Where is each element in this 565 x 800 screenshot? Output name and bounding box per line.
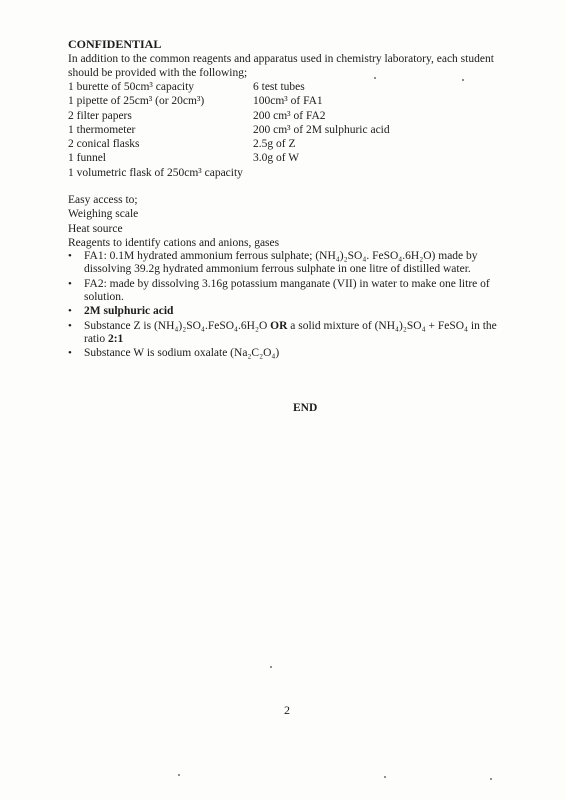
apparatus-item: 2 filter papers — [68, 109, 132, 122]
w-text: Substance W is sodium oxalate (Na₂C₂O₄) — [84, 347, 280, 360]
reagent-bullet-list — [68, 250, 520, 362]
access-item: Weighing scale — [68, 208, 139, 221]
reagent-item: 6 test tubes — [253, 81, 305, 93]
z-ratio-label: ratio — [84, 332, 106, 345]
apparatus-row — [68, 109, 508, 123]
bullet-fa2 — [68, 278, 520, 304]
z-line — [84, 320, 520, 333]
reagent-item: 200 cm³ of 2M sulphuric acid — [253, 123, 390, 136]
apparatus-item: 2 conical flasks — [68, 138, 140, 151]
intro-line: should be provided with the following; — [68, 67, 248, 79]
apparatus-list — [68, 80, 508, 180]
end-marker: END — [293, 402, 318, 414]
apparatus-item: 1 pipette of 25cm³ (or 20cm³) — [68, 95, 205, 108]
z-ratio: 2:1 — [107, 332, 124, 345]
page-number: 2 — [284, 703, 290, 717]
apparatus-item: 1 thermometer — [68, 123, 136, 136]
easy-access-block — [68, 193, 279, 250]
scan-speck — [270, 666, 272, 668]
apparatus-item: 1 volumetric flask of 250cm³ capacity — [68, 166, 243, 179]
fa1-line: dissolving 39.2g hydrated ammonium ferrous sulphate in one litre of distilled water. — [84, 263, 471, 276]
intro-line: In addition to the common reagents and apparatus used in chemistry laboratory, each student — [68, 53, 494, 65]
z-line — [84, 333, 520, 346]
bullet-fa1 — [68, 250, 520, 276]
bullet-substance-z — [68, 320, 520, 346]
apparatus-row — [68, 151, 508, 165]
access-item: Reagents to identify cations and anions, gases — [68, 236, 280, 249]
scan-speck — [374, 77, 376, 79]
apparatus-item: 1 burette of 50cm³ capacity — [68, 81, 195, 93]
fa2-line: solution. — [84, 290, 124, 303]
intro-paragraph — [68, 52, 520, 80]
reagent-item: 100cm³ of FA1 — [253, 95, 323, 108]
bullet-acid — [68, 305, 520, 318]
apparatus-row — [68, 123, 508, 137]
heading: CONFIDENTIAL — [68, 37, 162, 51]
z-text: Substance Z is (NH₄)₂SO₄.FeSO₄.6H₂O — [84, 319, 268, 332]
scan-speck — [490, 778, 492, 780]
apparatus-row — [68, 94, 508, 108]
reagent-item: 3.0g of W — [253, 152, 300, 165]
z-text: a solid mixture of (NH₄)₂SO₄ + FeSO₄ in the — [290, 319, 497, 332]
acid-text: 2M sulphuric acid — [84, 305, 174, 318]
scan-speck — [462, 79, 464, 81]
fa1-line: • FA1: 0.1M hydrated ammonium ferrous sulphate; (NH₄)₂SO₄. FeSO₄.6H₂O) made by — [84, 250, 478, 262]
scan-speck — [178, 774, 180, 776]
fa2-line: • FA2: made by dissolving 3.16g potassium manganate (VII) in water to make one litre of — [84, 277, 490, 290]
apparatus-row — [68, 137, 508, 151]
reagent-item: 2.5g of Z — [253, 138, 296, 151]
apparatus-row — [68, 80, 508, 94]
bullet-substance-w — [68, 347, 520, 360]
z-or: OR — [270, 319, 288, 332]
access-item: Heat source — [68, 222, 123, 235]
easy-access-heading: Easy access to; — [68, 194, 138, 206]
reagent-item: 200 cm³ of FA2 — [253, 109, 326, 122]
scan-speck — [384, 776, 386, 778]
apparatus-item: 1 funnel — [68, 152, 107, 165]
apparatus-row — [68, 166, 508, 180]
